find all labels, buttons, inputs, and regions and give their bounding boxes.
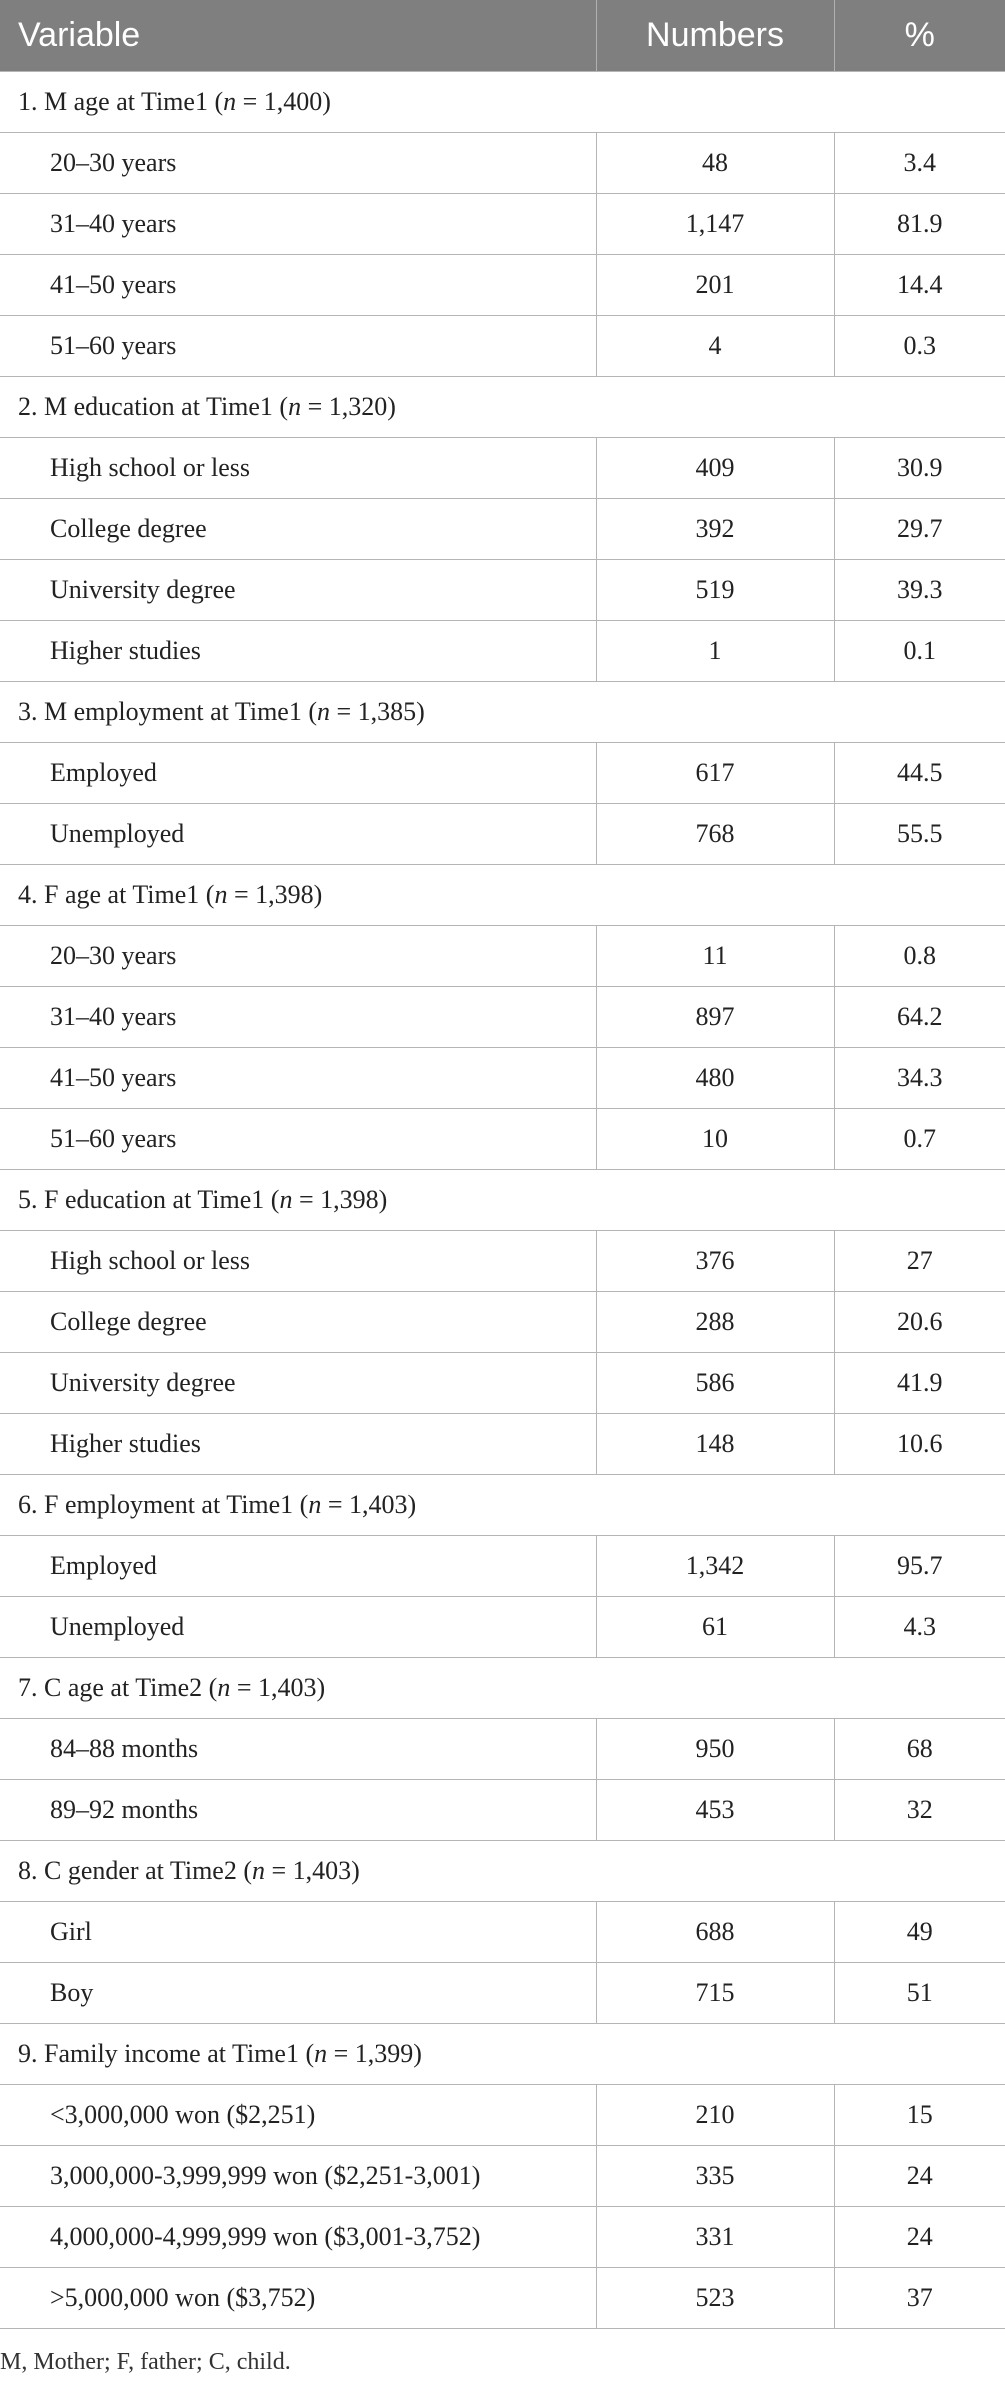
percent-cell: 3.4 — [834, 133, 1005, 194]
section-row — [0, 682, 1005, 743]
sample-size-symbol: n — [288, 392, 302, 421]
percent-cell: 4.3 — [834, 1597, 1005, 1658]
table-row — [0, 133, 1005, 194]
category-label: Girl — [0, 1902, 596, 1963]
table-row — [0, 1963, 1005, 2024]
percent-cell: 10.6 — [834, 1414, 1005, 1475]
section-title: 9. Family income at Time1 ( — [18, 2039, 315, 2068]
category-label: College degree — [0, 499, 596, 560]
percent-cell: 81.9 — [834, 194, 1005, 255]
section-title: 2. M education at Time1 ( — [18, 392, 289, 421]
table-row — [0, 2207, 1005, 2268]
category-label: 41–50 years — [0, 255, 596, 316]
numbers-cell: 210 — [596, 2085, 834, 2146]
numbers-cell: 331 — [596, 2207, 834, 2268]
percent-cell: 55.5 — [834, 804, 1005, 865]
percent-cell: 0.8 — [834, 926, 1005, 987]
sample-size-symbol: n — [214, 880, 228, 909]
sample-size-value: = 1,403) — [321, 1490, 417, 1519]
category-label: Boy — [0, 1963, 596, 2024]
section-label — [0, 1658, 1005, 1719]
category-label: 20–30 years — [0, 926, 596, 987]
numbers-cell: 897 — [596, 987, 834, 1048]
section-title: 5. F education at Time1 ( — [18, 1185, 280, 1214]
percent-cell: 32 — [834, 1780, 1005, 1841]
table-row — [0, 1048, 1005, 1109]
numbers-cell: 1,147 — [596, 194, 834, 255]
numbers-cell: 688 — [596, 1902, 834, 1963]
table-row — [0, 1597, 1005, 1658]
numbers-cell: 288 — [596, 1292, 834, 1353]
category-label: 31–40 years — [0, 987, 596, 1048]
numbers-cell: 715 — [596, 1963, 834, 2024]
category-label: College degree — [0, 1292, 596, 1353]
percent-cell: 0.1 — [834, 621, 1005, 682]
percent-cell: 27 — [834, 1231, 1005, 1292]
table-row — [0, 1780, 1005, 1841]
category-label: University degree — [0, 1353, 596, 1414]
section-title: 1. M age at Time1 ( — [18, 87, 224, 116]
sample-size-symbol: n — [279, 1185, 293, 1214]
table-row — [0, 499, 1005, 560]
percent-cell: 15 — [834, 2085, 1005, 2146]
table-row — [0, 1109, 1005, 1170]
percent-cell: 24 — [834, 2207, 1005, 2268]
table-row — [0, 194, 1005, 255]
numbers-cell: 10 — [596, 1109, 834, 1170]
table-row — [0, 2268, 1005, 2329]
sample-size-value: = 1,403) — [265, 1856, 360, 1885]
percent-cell: 95.7 — [834, 1536, 1005, 1597]
numbers-cell: 61 — [596, 1597, 834, 1658]
numbers-cell: 376 — [596, 1231, 834, 1292]
table-row — [0, 2146, 1005, 2207]
category-label: 3,000,000-3,999,999 won ($2,251-3,001) — [0, 2146, 596, 2207]
table-row — [0, 804, 1005, 865]
category-label: 51–60 years — [0, 316, 596, 377]
category-label: 51–60 years — [0, 1109, 596, 1170]
section-row — [0, 1658, 1005, 1719]
percent-cell: 0.7 — [834, 1109, 1005, 1170]
table-footnote: M, Mother; F, father; C, child. — [0, 2349, 291, 2375]
section-title: 8. C gender at Time2 ( — [18, 1856, 252, 1885]
sample-size-value: = 1,320) — [301, 392, 396, 421]
section-label — [0, 377, 1005, 438]
numbers-cell: 335 — [596, 2146, 834, 2207]
category-label: Unemployed — [0, 1597, 596, 1658]
percent-cell: 0.3 — [834, 316, 1005, 377]
category-label: 41–50 years — [0, 1048, 596, 1109]
percent-cell: 64.2 — [834, 987, 1005, 1048]
section-row — [0, 1170, 1005, 1231]
category-label: 84–88 months — [0, 1719, 596, 1780]
section-label — [0, 1170, 1005, 1231]
section-row — [0, 865, 1005, 926]
section-row — [0, 1475, 1005, 1536]
category-label: High school or less — [0, 1231, 596, 1292]
table-row — [0, 255, 1005, 316]
category-label: Employed — [0, 743, 596, 804]
table-row — [0, 1231, 1005, 1292]
numbers-cell: 148 — [596, 1414, 834, 1475]
table-row — [0, 316, 1005, 377]
section-row — [0, 1841, 1005, 1902]
section-label — [0, 865, 1005, 926]
percent-cell: 37 — [834, 2268, 1005, 2329]
numbers-cell: 1 — [596, 621, 834, 682]
category-label: Higher studies — [0, 621, 596, 682]
percent-cell: 20.6 — [834, 1292, 1005, 1353]
table-row — [0, 1719, 1005, 1780]
section-label — [0, 682, 1005, 743]
numbers-cell: 4 — [596, 316, 834, 377]
sample-size-value: = 1,385) — [330, 697, 425, 726]
table-row — [0, 1902, 1005, 1963]
header-percent: % — [834, 0, 1005, 72]
percent-cell: 51 — [834, 1963, 1005, 2024]
percent-cell: 14.4 — [834, 255, 1005, 316]
numbers-cell: 11 — [596, 926, 834, 987]
percent-cell: 30.9 — [834, 438, 1005, 499]
numbers-cell: 617 — [596, 743, 834, 804]
category-label: <3,000,000 won ($2,251) — [0, 2085, 596, 2146]
numbers-cell: 1,342 — [596, 1536, 834, 1597]
category-label: >5,000,000 won ($3,752) — [0, 2268, 596, 2329]
category-label: University degree — [0, 560, 596, 621]
table-row — [0, 987, 1005, 1048]
section-title: 7. C age at Time2 ( — [18, 1673, 218, 1702]
percent-cell: 44.5 — [834, 743, 1005, 804]
category-label: 20–30 years — [0, 133, 596, 194]
numbers-cell: 480 — [596, 1048, 834, 1109]
numbers-cell: 201 — [596, 255, 834, 316]
table-row — [0, 2085, 1005, 2146]
section-title: 6. F employment at Time1 ( — [18, 1490, 309, 1519]
category-label: High school or less — [0, 438, 596, 499]
table-row — [0, 743, 1005, 804]
category-label: Higher studies — [0, 1414, 596, 1475]
header-numbers: Numbers — [596, 0, 834, 72]
numbers-cell: 48 — [596, 133, 834, 194]
table-row — [0, 621, 1005, 682]
table-row — [0, 560, 1005, 621]
sample-size-symbol: n — [217, 1673, 231, 1702]
header-row — [0, 0, 1005, 72]
sample-size-value: = 1,398) — [227, 880, 323, 909]
percent-cell: 68 — [834, 1719, 1005, 1780]
category-label: 4,000,000-4,999,999 won ($3,001-3,752) — [0, 2207, 596, 2268]
category-label: 89–92 months — [0, 1780, 596, 1841]
table-body — [0, 72, 1005, 2329]
header-variable: Variable — [0, 0, 596, 72]
percent-cell: 29.7 — [834, 499, 1005, 560]
section-label — [0, 72, 1005, 133]
numbers-cell: 950 — [596, 1719, 834, 1780]
sample-size-symbol: n — [317, 697, 330, 726]
numbers-cell: 392 — [596, 499, 834, 560]
sample-size-value: = 1,400) — [236, 87, 331, 116]
table-row — [0, 926, 1005, 987]
table-row — [0, 1414, 1005, 1475]
section-label — [0, 2024, 1005, 2085]
sample-size-symbol: n — [314, 2039, 328, 2068]
category-label: Employed — [0, 1536, 596, 1597]
sample-size-symbol: n — [252, 1856, 265, 1885]
category-label: Unemployed — [0, 804, 596, 865]
numbers-cell: 523 — [596, 2268, 834, 2329]
table-row — [0, 1353, 1005, 1414]
sample-size-value: = 1,398) — [292, 1185, 388, 1214]
sample-size-symbol: n — [223, 87, 237, 116]
table-row — [0, 438, 1005, 499]
section-label — [0, 1841, 1005, 1902]
section-row — [0, 2024, 1005, 2085]
table-row — [0, 1292, 1005, 1353]
percent-cell: 34.3 — [834, 1048, 1005, 1109]
numbers-cell: 519 — [596, 560, 834, 621]
section-title: 4. F age at Time1 ( — [18, 880, 215, 909]
percent-cell: 41.9 — [834, 1353, 1005, 1414]
percent-cell: 39.3 — [834, 560, 1005, 621]
section-label — [0, 1475, 1005, 1536]
section-row — [0, 72, 1005, 133]
numbers-cell: 586 — [596, 1353, 834, 1414]
sample-size-value: = 1,399) — [327, 2039, 422, 2068]
table-row — [0, 1536, 1005, 1597]
numbers-cell: 453 — [596, 1780, 834, 1841]
percent-cell: 49 — [834, 1902, 1005, 1963]
section-title: 3. M employment at Time1 ( — [18, 697, 317, 726]
section-row — [0, 377, 1005, 438]
numbers-cell: 768 — [596, 804, 834, 865]
category-label: 31–40 years — [0, 194, 596, 255]
percent-cell: 24 — [834, 2146, 1005, 2207]
sample-size-symbol: n — [308, 1490, 322, 1519]
numbers-cell: 409 — [596, 438, 834, 499]
sample-size-value: = 1,403) — [230, 1673, 326, 1702]
